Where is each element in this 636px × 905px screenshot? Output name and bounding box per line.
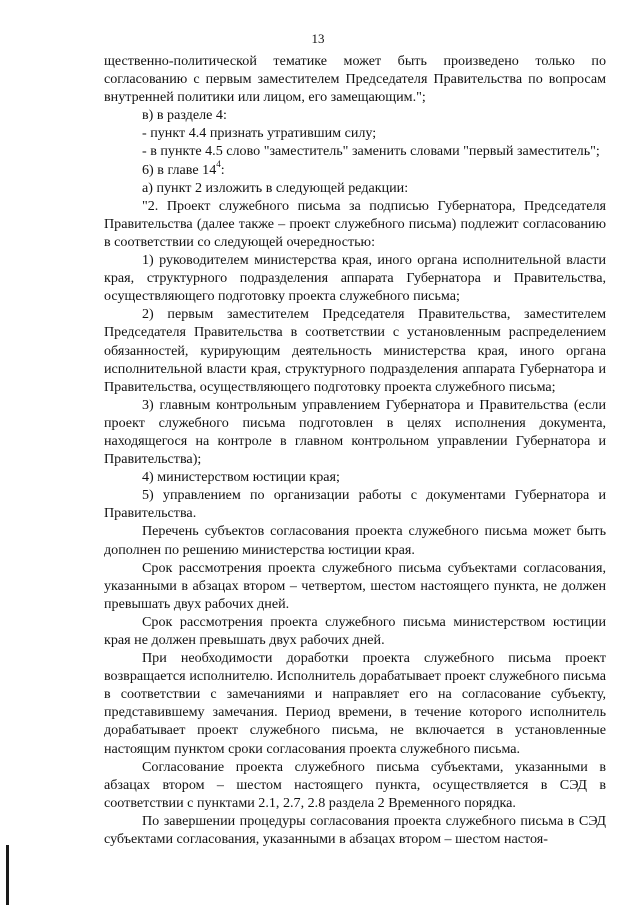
scan-edge-mark (6, 845, 9, 905)
page-number: 13 (311, 31, 325, 46)
paragraph: 2) первым заместителем Председателя Правительства, заместителем Председателя Правительства в соответствии с установленным распределением обязанностей, курирующим деятельность министерства края, иного органа исполнительной власти края, структурного подразделения аппарата Губернатора и Правительства, осуществляющего подготовку проекта служебного письма; (104, 306, 606, 395)
paragraph: в) в разделе 4: (142, 107, 227, 124)
document-body (104, 52, 606, 848)
paragraph: Срок рассмотрения проекта служебного письма министерством юстиции края не должен превышать двух рабочих дней. (104, 613, 606, 648)
paragraph-suffix: : (220, 161, 225, 178)
paragraph: щественно-политической тематике может быть произведено только по согласованию с первым заместителем Председателя Правительства по вопросам внутренней политики или лицом, его замещающим."; (104, 53, 606, 106)
paragraph: 1) руководителем министерства края, иного органа исполнительной власти края, структурного подразделения аппарата Губернатора и Правительства, осуществляющего подготовку проекта служебного письма; (104, 252, 606, 305)
paragraph: - пункт 4.4 признать утратившим силу; (142, 125, 377, 142)
paragraph: Согласование проекта служебного письма субъектами, указанными в абзацах втором – шестом настоящего пункта, осуществляется в СЭД в соответствии с пунктами 2.1, 2.7, 2.8 раздела 2 Временного порядка. (104, 758, 606, 811)
paragraph: 3) главным контрольным управлением Губернатора и Правительства (если проект служебного письма подготовлен в целях исполнения документа, находящегося на контроле в главном контрольном управлении Губернатора и Правительства); (104, 396, 606, 468)
paragraph: - в пункте 4.5 слово "заместитель" заменить словами "первый заместитель"; (142, 143, 600, 160)
paragraph: 5) управлением по организации работы с документами Губернатора и Правительства. (104, 487, 606, 522)
paragraph: При необходимости доработки проекта служебного письма проект возвращается исполнителю. Исполнитель дорабатывает проект служебного письма в соответствии с замечаниями и направляет его на согласование субъекту, представившему замечания. Период времени, в течение которого исполнитель дорабатывает проект служебного письма, не включается в установленные настоящим пунктом сроки согласования проекта служебного письма. (104, 650, 606, 757)
paragraph: Срок рассмотрения проекта служебного письма субъектами согласования, указанными в абзацах втором – четвертом, шестом настоящего пункта, не должен превышать двух рабочих дней. (104, 559, 606, 612)
paragraph: "2. Проект служебного письма за подписью Губернатора, Председателя Правительства (далее также – проект служебного письма) подлежит согласованию в соответствии со следующей очередностью: (104, 197, 606, 250)
paragraph: По завершении процедуры согласования проекта служебного письма в СЭД субъектами согласования, указанными в абзацах втором – шестом настоя- (104, 812, 606, 848)
paragraph-text: 6) в главе 14 (142, 161, 217, 178)
superscript: 4 (216, 158, 221, 169)
paragraph-chapter (104, 158, 606, 179)
paragraph: Перечень субъектов согласования проекта служебного письма может быть дополнен по решению министерства юстиции края. (104, 523, 606, 558)
paragraph: а) пункт 2 изложить в следующей редакции: (142, 179, 409, 196)
paragraph: 4) министерством юстиции края; (142, 469, 340, 486)
